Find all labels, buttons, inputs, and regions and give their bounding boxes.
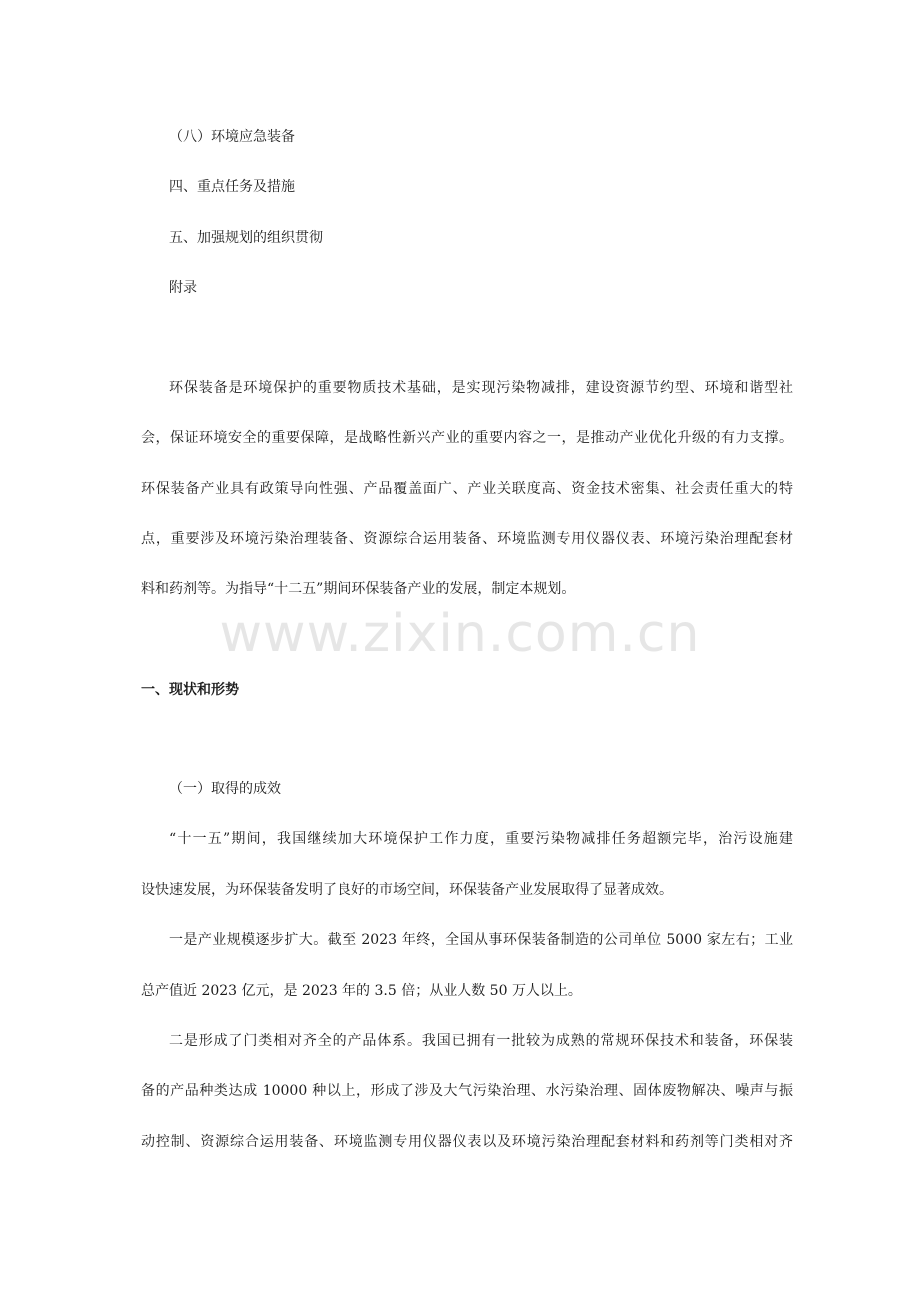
body-line: “十一五”期间，我国继续加大环境保护工作力度，重要污染物减排任务超额完毕，治污设施建 (169, 831, 793, 847)
intro-line: 会，保证环境安全的重要保障，是战略性新兴产业的重要内容之一，是推动产业优化升级的有力支撑。 (141, 430, 793, 446)
toc-item: 四、重点任务及措施 (169, 179, 295, 195)
intro-line: 环保装备产业具有政策导向性强、产品覆盖面广、产业关联度高、资金技术密集、社会责任重大的特 (141, 481, 793, 497)
body-line: 动控制、资源综合运用装备、环境监测专用仪器仪表以及环境污染治理配套材料和药剂等门类相对齐 (141, 1134, 793, 1150)
toc-item: 五、加强规划的组织贯彻 (169, 230, 323, 246)
body-line: 二是形成了门类相对齐全的产品体系。我国已拥有一批较为成熟的常规环保技术和装备，环保装 (169, 1033, 793, 1049)
body-line: 总产值近 2023 亿元，是 2023 年的 3.5 倍；从业人数 50 万人以上。 (141, 983, 582, 999)
toc-item: （八）环境应急装备 (169, 129, 295, 145)
watermark: www.zixin.com.cn (219, 604, 701, 664)
subsection-heading: （一）取得的成效 (169, 781, 281, 797)
body-line: 备的产品种类达成 10000 种以上，形成了涉及大气污染治理、水污染治理、固体废物解决、噪声与振 (141, 1083, 793, 1099)
intro-line: 环保装备是环境保护的重要物质技术基础，是实现污染物减排，建设资源节约型、环境和谐型社 (169, 380, 793, 396)
toc-item: 附录 (169, 280, 197, 296)
section-heading: 一、现状和形势 (141, 682, 239, 698)
body-line: 设快速发展，为环保装备发明了良好的市场空间，环保装备产业发展取得了显著成效。 (141, 882, 673, 898)
body-line: 一是产业规模逐步扩大。截至 2023 年终，全国从事环保装备制造的公司单位 5000 家左右；工业 (169, 932, 793, 948)
intro-line: 料和药剂等。为指导“十二五”期间环保装备产业的发展，制定本规划。 (141, 581, 576, 597)
intro-line: 点，重要涉及环境污染治理装备、资源综合运用装备、环境监测专用仪器仪表、环境污染治理配套材 (141, 531, 793, 547)
